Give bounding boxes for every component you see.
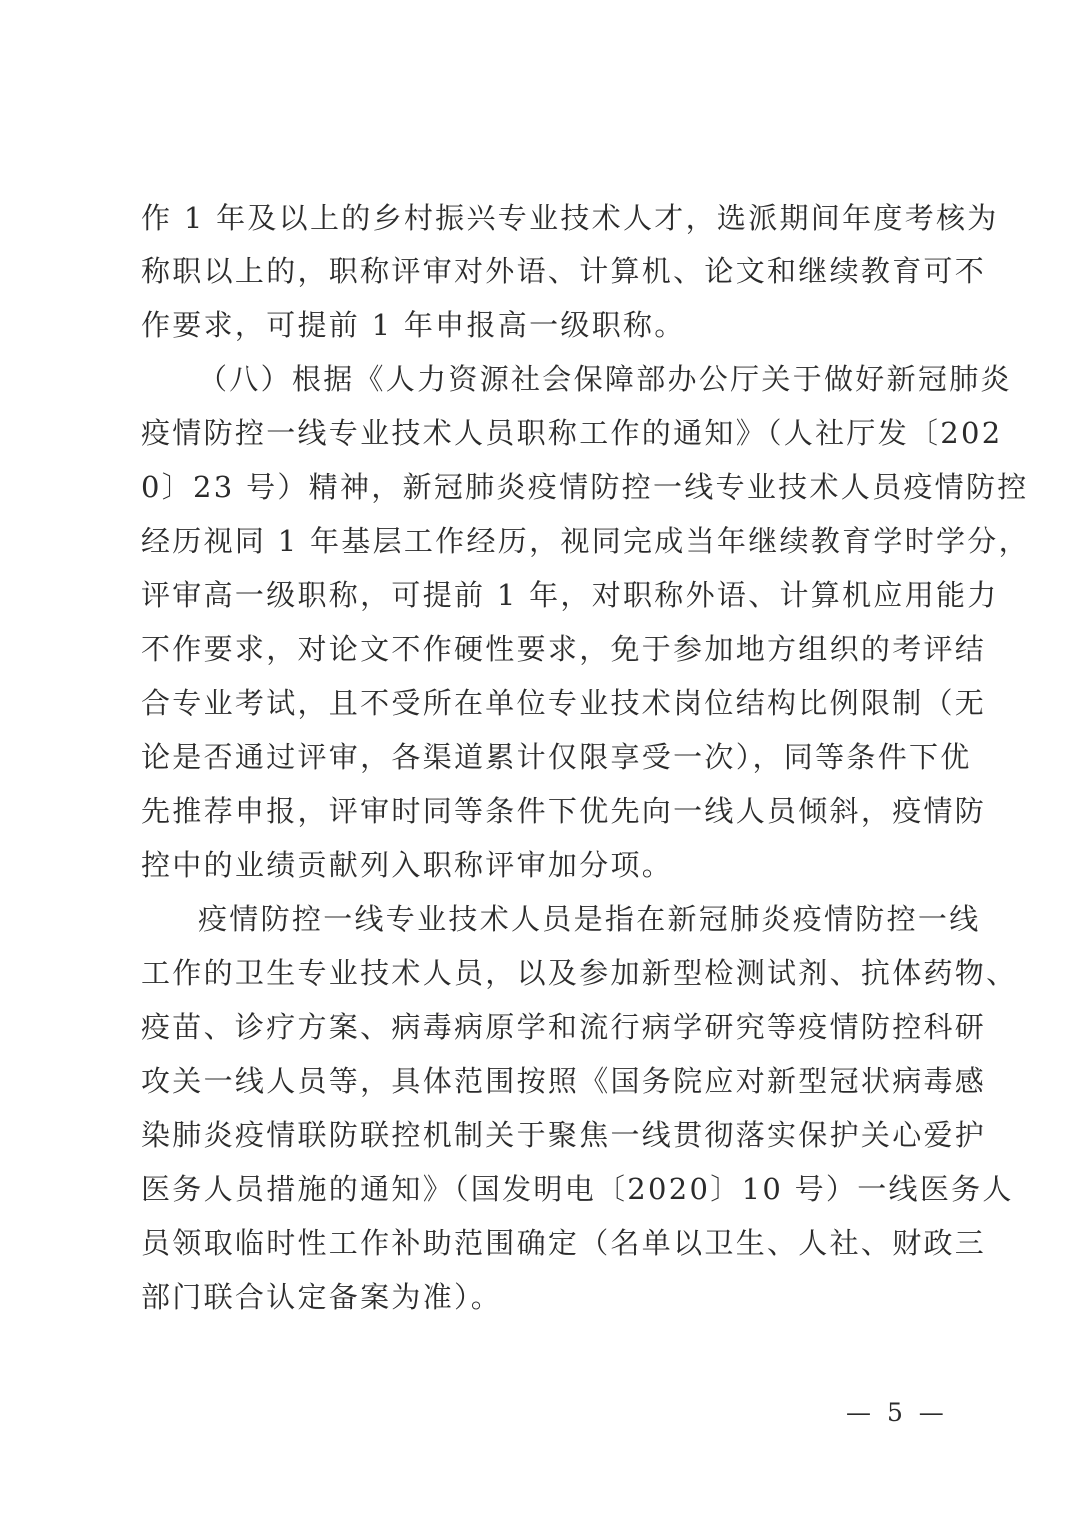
text-line: 0〕23 号）精神，新冠肺炎疫情防控一线专业技术人员疫情防控	[141, 470, 1029, 504]
text-line: 不作要求，对论文不作硬性要求，免于参加地方组织的考评结	[141, 632, 987, 666]
text-line: 疫情防控一线专业技术人员职称工作的通知》（人社厅发〔202	[141, 416, 1003, 450]
text-line: 先推荐申报，评审时同等条件下优先向一线人员倾斜，疫情防	[141, 794, 987, 828]
text-line: 控中的业绩贡献列入职称评审加分项。	[141, 848, 674, 882]
paragraph-start-line: （八）根据《人力资源社会保障部办公厅关于做好新冠肺炎	[198, 362, 1012, 396]
text-line: 攻关一线人员等，具体范围按照《国务院应对新型冠状病毒感	[141, 1064, 987, 1098]
text-line: 合专业考试，且不受所在单位专业技术岗位结构比例限制（无	[141, 686, 987, 720]
text-line: 论是否通过评审，各渠道累计仅限享受一次），同等条件下优	[141, 740, 972, 774]
text-line: 染肺炎疫情联防联控机制关于聚焦一线贯彻落实保护关心爱护	[141, 1118, 987, 1152]
text-line: 疫苗、诊疗方案、病毒病原学和流行病学研究等疫情防控科研	[141, 1010, 987, 1044]
text-line: 工作的卫生专业技术人员，以及参加新型检测试剂、抗体药物、	[141, 956, 1018, 990]
paragraph-start-line: 疫情防控一线专业技术人员是指在新冠肺炎疫情防控一线	[198, 902, 981, 936]
page-number: — 5 —	[846, 1398, 948, 1427]
text-line: 员领取临时性工作补助范围确定（名单以卫生、人社、财政三	[141, 1226, 987, 1260]
text-line: 作 1 年及以上的乡村振兴专业技术人才，选派期间年度考核为	[141, 201, 999, 235]
text-line: 称职以上的，职称评审对外语、计算机、论文和继续教育可不	[141, 254, 987, 288]
text-line: 评审高一级职称，可提前 1 年，对职称外语、计算机应用能力	[141, 578, 999, 612]
text-line: 作要求，可提前 1 年申报高一级职称。	[141, 308, 686, 342]
text-line: 部门联合认定备案为准）。	[141, 1280, 503, 1314]
text-line: 医务人员措施的通知》（国发明电〔2020〕10 号）一线医务人	[141, 1172, 1014, 1206]
text-line: 经历视同 1 年基层工作经历，视同完成当年继续教育学时学分，	[141, 524, 1030, 558]
